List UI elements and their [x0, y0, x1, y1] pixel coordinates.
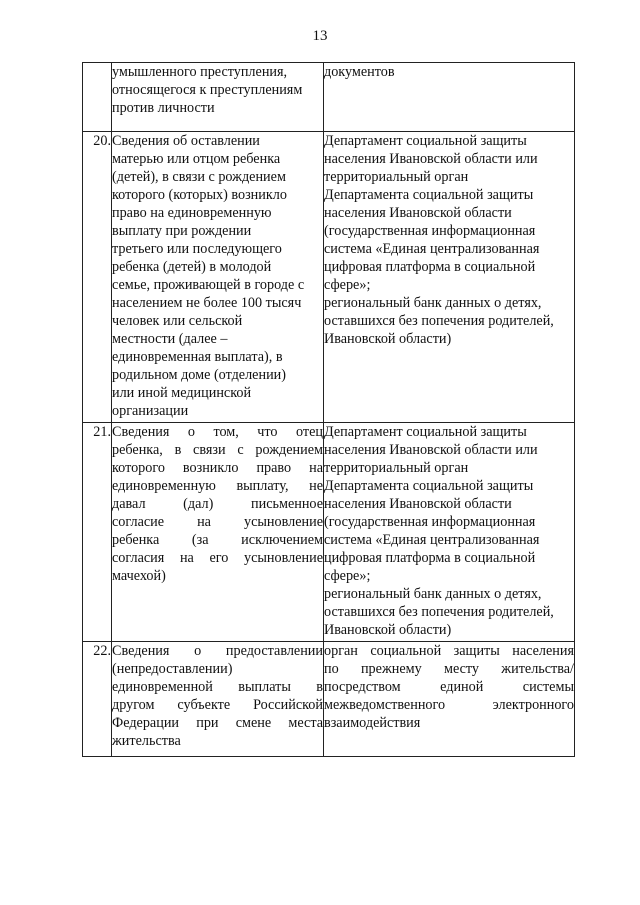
- text-line: единовременная выплата), в: [112, 349, 283, 365]
- text-line: населения Ивановской области или: [324, 442, 538, 458]
- row-number: [83, 63, 112, 132]
- text-line: населения Ивановской области: [324, 496, 512, 512]
- text-line: Ивановской области): [324, 331, 452, 347]
- text-line: (непредоставлении): [112, 661, 233, 677]
- text-line: согласие на усыновление: [112, 514, 323, 530]
- text-line: Сведения об оставлении: [112, 133, 260, 149]
- text-line: матерью или отцом ребенка: [112, 151, 281, 167]
- text-line: относящегося к преступлениям: [112, 82, 303, 98]
- text-line: система «Единая централизованная: [324, 241, 540, 257]
- row-description: [112, 63, 324, 132]
- text-line: сфере»;: [324, 277, 371, 293]
- text-line: Департамент социальной защиты: [324, 424, 527, 440]
- text-line: против личности: [112, 100, 215, 116]
- text-line: Департамент социальной защиты: [324, 133, 527, 149]
- text-line: право на единовременную: [112, 205, 272, 221]
- table-row: [83, 63, 575, 132]
- text-line: Департамента социальной защиты: [324, 478, 534, 494]
- text-line: давал (дал) письменное: [112, 496, 323, 512]
- table-row: [83, 423, 575, 642]
- text-line: (государственная информационная: [324, 223, 536, 239]
- row-description: [112, 642, 324, 757]
- text-line: населения Ивановской области: [324, 205, 512, 221]
- row-description: [112, 132, 324, 423]
- text-line: региональный банк данных о детях,: [324, 586, 542, 602]
- text-line: Ивановской области): [324, 622, 452, 638]
- row-source: [324, 132, 575, 423]
- text-line: взаимодействия: [324, 715, 421, 731]
- text-line: орган социальной защиты населения: [324, 643, 574, 659]
- text-line: Сведения о предоставлении: [112, 643, 323, 659]
- info-table: [82, 62, 575, 757]
- table-row: [83, 642, 575, 757]
- text-line: единовременной выплаты в: [112, 679, 323, 695]
- text-line: по прежнему месту жительства/: [324, 661, 574, 677]
- text-line: населением не более 100 тысяч: [112, 295, 302, 311]
- text-line: организации: [112, 403, 189, 419]
- row-source: [324, 423, 575, 642]
- text-line: цифровая платформа в социальной: [324, 259, 536, 275]
- row-description: [112, 423, 324, 642]
- text-line: оставшихся без попечения родителей,: [324, 313, 554, 329]
- text-line: жительства: [112, 733, 181, 749]
- text-line: человек или сельской: [112, 313, 243, 329]
- text-line: или иной медицинской: [112, 385, 252, 401]
- text-line: Федерации при смене места: [112, 715, 323, 731]
- row-number: 21.: [83, 423, 112, 642]
- text-line: (детей), в связи с рождением: [112, 169, 286, 185]
- text-line: Сведения о том, что отец: [112, 424, 323, 440]
- text-line: Департамента социальной защиты: [324, 187, 534, 203]
- text-line: семье, проживающей в городе с: [112, 277, 305, 293]
- row-number: 22.: [83, 642, 112, 757]
- text-line: умышленного преступления,: [112, 64, 288, 80]
- text-line: система «Единая централизованная: [324, 532, 540, 548]
- text-line: третьего или последующего: [112, 241, 282, 257]
- text-line: ребенка (за исключением: [112, 532, 323, 548]
- text-line: родильном доме (отделении): [112, 367, 286, 383]
- page-number: 13: [312, 28, 328, 44]
- text-line: местности (далее –: [112, 331, 228, 347]
- text-line: ребенка (детей) в молодой: [112, 259, 272, 275]
- text-line: оставшихся без попечения родителей,: [324, 604, 554, 620]
- text-line: межведомственного электронного: [324, 697, 574, 713]
- text-line: территориальный орган: [324, 169, 469, 185]
- text-line: согласия на его усыновление: [112, 550, 323, 566]
- text-line: посредством единой системы: [324, 679, 574, 695]
- table-row: [83, 132, 575, 423]
- text-line: которого возникло право на: [112, 460, 323, 476]
- text-line: (государственная информационная: [324, 514, 536, 530]
- text-line: территориальный орган: [324, 460, 469, 476]
- text-line: региональный банк данных о детях,: [324, 295, 542, 311]
- text-line: ребенка, в связи с рождением: [112, 442, 323, 458]
- row-number: 20.: [83, 132, 112, 423]
- text-line: мачехой): [112, 568, 166, 584]
- text-line: выплату при рождении: [112, 223, 252, 239]
- text-line: населения Ивановской области или: [324, 151, 538, 167]
- row-source: [324, 63, 575, 132]
- text-line: другом субъекте Российской: [112, 697, 323, 713]
- text-line: единовременную выплату, не: [112, 478, 323, 494]
- text-line: документов: [324, 64, 395, 80]
- text-line: цифровая платформа в социальной: [324, 550, 536, 566]
- row-source: [324, 642, 575, 757]
- text-line: сфере»;: [324, 568, 371, 584]
- text-line: которого (которых) возникло: [112, 187, 287, 203]
